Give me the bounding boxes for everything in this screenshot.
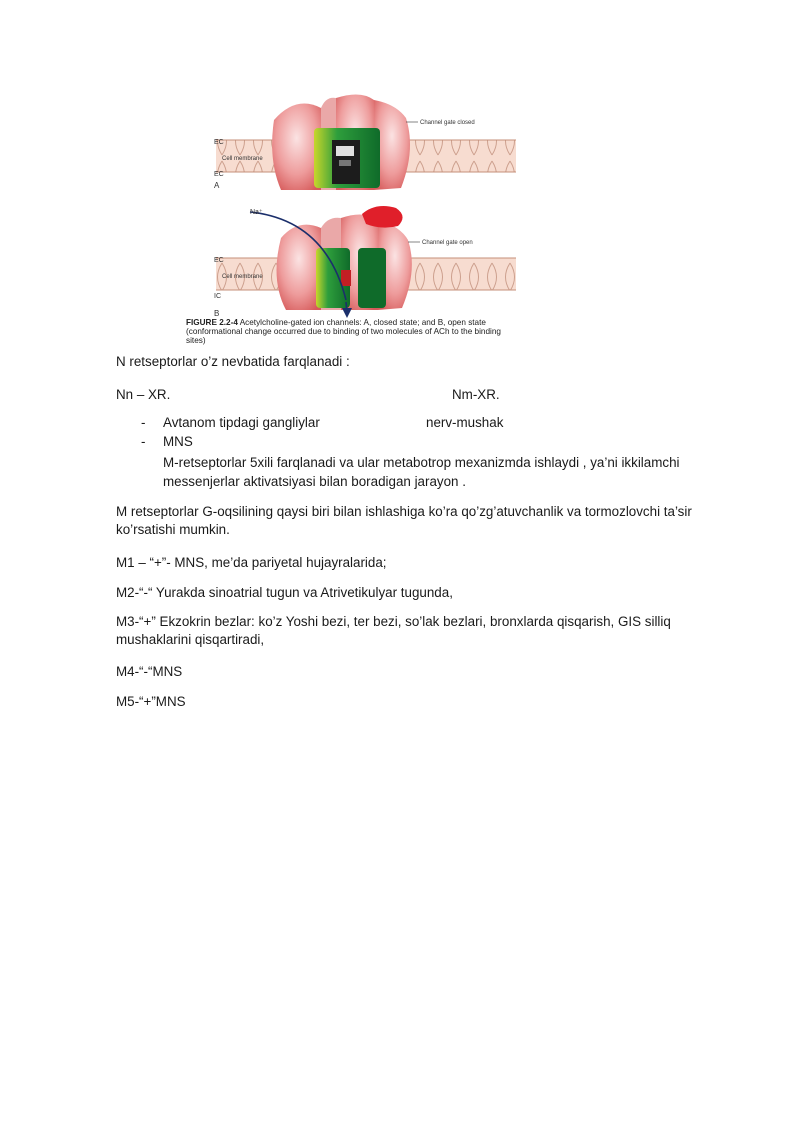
caption-number: FIGURE 2.2-4 bbox=[186, 318, 238, 327]
figure-caption bbox=[186, 318, 516, 345]
bullet-item-2: MNS bbox=[163, 434, 193, 449]
caption-text: Acetylcholine-gated ion channels: A, closed state; and B, open state (conformational change occurred due to binding of two molecules of ACh to the binding sites) bbox=[186, 318, 501, 345]
panel-b-label: B bbox=[214, 309, 220, 318]
ec-label-a: EC bbox=[214, 139, 224, 146]
nn-label: Nn – XR. bbox=[116, 387, 171, 402]
bullet-item-1-right: nerv-mushak bbox=[426, 415, 504, 430]
nm-label: Nm-XR. bbox=[452, 387, 500, 402]
ion-channel-diagram bbox=[186, 90, 516, 322]
ach-binding-site bbox=[362, 206, 403, 228]
m4-line: M4-“-“MNS bbox=[116, 664, 183, 679]
membrane-label-b: Cell membrane bbox=[222, 274, 263, 280]
m5-line: M5-“+”MNS bbox=[116, 694, 186, 709]
ec-label-b: EC bbox=[214, 257, 224, 264]
bullet-dash-2: - bbox=[141, 434, 146, 449]
ic-label-a: EC bbox=[214, 171, 224, 178]
gate-closed-label: Channel gate closed bbox=[420, 120, 475, 126]
m-receptor-description: M-retseptorlar 5xili farqlanadi va ular metabotrop mexanizmda ishlaydi , ya’ni ikkilamchi messenjerlar aktivatsiyasi bilan boradigan jarayon . bbox=[163, 455, 680, 489]
m2-line: M2-“-“ Yurakda sinoatrial tugun va Atrivetikulyar tugunda, bbox=[116, 585, 453, 600]
bullet-item-1: Avtanom tipdagi gangliylar bbox=[163, 415, 320, 430]
intro-line: N retseptorlar o’z nevbatida farqlanadi : bbox=[116, 354, 350, 369]
m-receptor-paragraph: M retseptorlar G-oqsilining qaysi biri bilan ishlashiga ko’ra qo’zg’atuvchanlik va tormozlovchi ta’sir ko’rsatishi mumkin. bbox=[116, 504, 692, 537]
ic-label-b: IC bbox=[214, 293, 221, 300]
na-label: Na⁺ bbox=[250, 209, 263, 216]
membrane-label-a: Cell membrane bbox=[222, 156, 263, 162]
bullet-dash-1: - bbox=[141, 415, 146, 430]
m1-line: M1 – “+”- MNS, me’da pariyetal hujayralarida; bbox=[116, 555, 387, 570]
panel-a bbox=[214, 94, 516, 190]
gate-open-label: Channel gate open bbox=[422, 240, 473, 246]
panel-a-label: A bbox=[214, 181, 220, 190]
subunit-a1 bbox=[272, 104, 321, 190]
panel-b bbox=[214, 206, 516, 318]
m3-line: M3-“+” Ekzokrin bezlar: ko’z Yoshi bezi, ter bezi, so’lak bezlari, bronxlarda qisqarish, GIS silliq mushaklarini qisqartiradi, bbox=[116, 614, 671, 647]
ion-channel-figure bbox=[186, 90, 516, 345]
